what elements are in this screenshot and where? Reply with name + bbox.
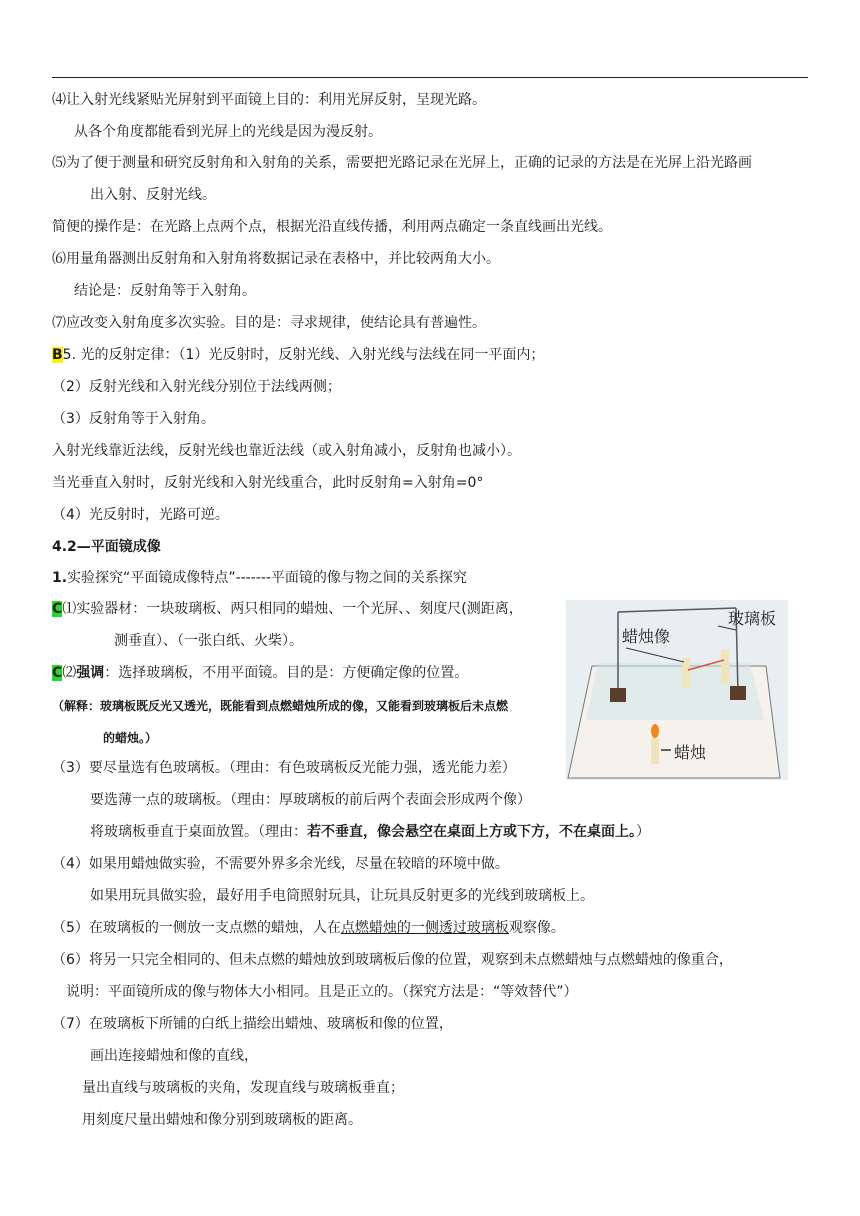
experiment-illustration [566,600,788,780]
text-line: 简便的操作是：在光路上点两个点，根据光沿直线传播，利用两点确定一条直线画出光线。 [52,219,612,235]
note-line: 的蜡烛。） [103,731,158,745]
text-line: （3）要尽量选有色玻璃板。（理由：有色玻璃板反光能力强，透光能力差） [52,760,516,776]
highlight-tag-c: C [52,665,63,681]
equipment-line [52,599,523,619]
highlight-tag-c: C [52,601,63,617]
label-candle: 蜡烛 [674,743,707,762]
glass-perpendicular-line [90,822,650,842]
text-line: （4）如果用蜡烛做实验，不需要外界多余光线，尽量在较暗的环境中做。 [52,856,509,872]
text-line: 说明：平面镜所成的像与物体大小相同。且是正立的。（探究方法是：“等效替代”） [66,984,578,1000]
experiment-photo [566,600,788,780]
text-line: 结论是：反射角等于入射角。 [74,283,256,299]
text-line: 画出连接蜡烛和像的直线， [90,1048,258,1064]
text-line: 如果用玩具做实验，最好用手电筒照射玩具，让玩具反射更多的光线到玻璃板上。 [90,888,594,904]
text-line: ⑷让入射光线紧贴光屏射到平面镜上目的：利用光屏反射，呈现光路。 [52,92,486,108]
reflection-law-text: 5. 光的反射定律：（1）光反射时，反射光线、入射光线与法线在同一平面内； [62,347,545,363]
reflection-law-line [52,345,544,365]
highlight-tag-b: B [52,347,63,363]
question-1 [52,568,467,588]
text-line: （2）反射光线和入射光线分别位于法线两侧； [52,379,341,395]
emphasis-text: ：选择玻璃板，不用平面镜。目的是：方便确定像的位置。 [104,665,469,681]
text-part: 观察像。 [508,920,565,936]
emphasis-label: 强调 [76,665,105,681]
text-part: （5）在玻璃板的一侧放一支点燃的蜡烛，人在 [52,920,341,936]
text-line: 要选薄一点的玻璃板。（理由：厚玻璃板的前后两个表面会形成两个像） [90,792,531,808]
item-number: ⑵ [62,665,77,681]
question-text: 实验探究“平面镜成像特点”-------平面镜的像与物之间的关系探究 [67,570,467,586]
question-number: 1. [52,570,68,586]
section-title: 4.2—平面镜成像 [52,539,161,555]
header-rule [52,77,808,78]
text-line: 测垂直）、（一张白纸、火柴）。 [114,633,303,649]
text-line: （4）光反射时，光路可逆。 [52,507,229,523]
text-line: ⑺应改变入射角度多次实验。目的是：寻求规律，使结论具有普遍性。 [52,315,486,331]
label-glass-plate: 玻璃板 [728,609,777,628]
label-candle-image: 蜡烛像 [622,627,671,646]
text-line: 入射光线靠近法线，反射光线也靠近法线（或入射角减小，反射角也减小）。 [52,443,521,459]
text-line: 出入射、反射光线。 [90,187,216,203]
text-line: （6）将另一只完全相同的、但未点燃的蜡烛放到玻璃板后像的位置，观察到未点燃蜡烛与点燃蜡烛的像重合， [52,952,733,968]
text-line: 当光垂直入射时，反射光线和入射光线重合，此时反射角=入射角=0° [52,475,484,491]
emphasis-line [52,663,468,683]
text-line: ⑸为了便于测量和研究反射角和入射角的关系，需要把光路记录在光屏上，正确的记录的方法是在光屏上沿光路画 [52,155,752,171]
underlined-text: 点燃蜡烛的一侧透过玻璃板 [340,920,509,936]
equipment-text: ⑴实验器材：一块玻璃板、两只相同的蜡烛、一个光屏、、刻度尺(测距离， [62,601,523,617]
bold-text: 若不垂直，像会悬空在桌面上方或下方，不在桌面上。 [307,824,636,840]
text-line: 量出直线与玻璃板的夹角，发现直线与玻璃板垂直； [82,1080,404,1096]
text-line: 用刻度尺量出蜡烛和像分别到玻璃板的距离。 [82,1112,362,1128]
text-line: ⑹用量角器测出反射角和入射角将数据记录在表格中，并比较两角大小。 [52,251,500,267]
note-line: （解释：玻璃板既反光又透光，既能看到点燃蜡烛所成的像，又能看到玻璃板后未点燃 [52,699,509,713]
text-line: （3）反射角等于入射角。 [52,411,215,427]
observation-line [52,918,565,938]
text-line: 从各个角度都能看到光屏上的光线是因为漫反射。 [74,124,382,140]
text-part: 将玻璃板垂直于桌面放置。（理由： [90,824,307,840]
text-line: （7）在玻璃板下所铺的白纸上描绘出蜡烛、玻璃板和像的位置， [52,1016,453,1032]
text-part: ） [636,824,650,840]
